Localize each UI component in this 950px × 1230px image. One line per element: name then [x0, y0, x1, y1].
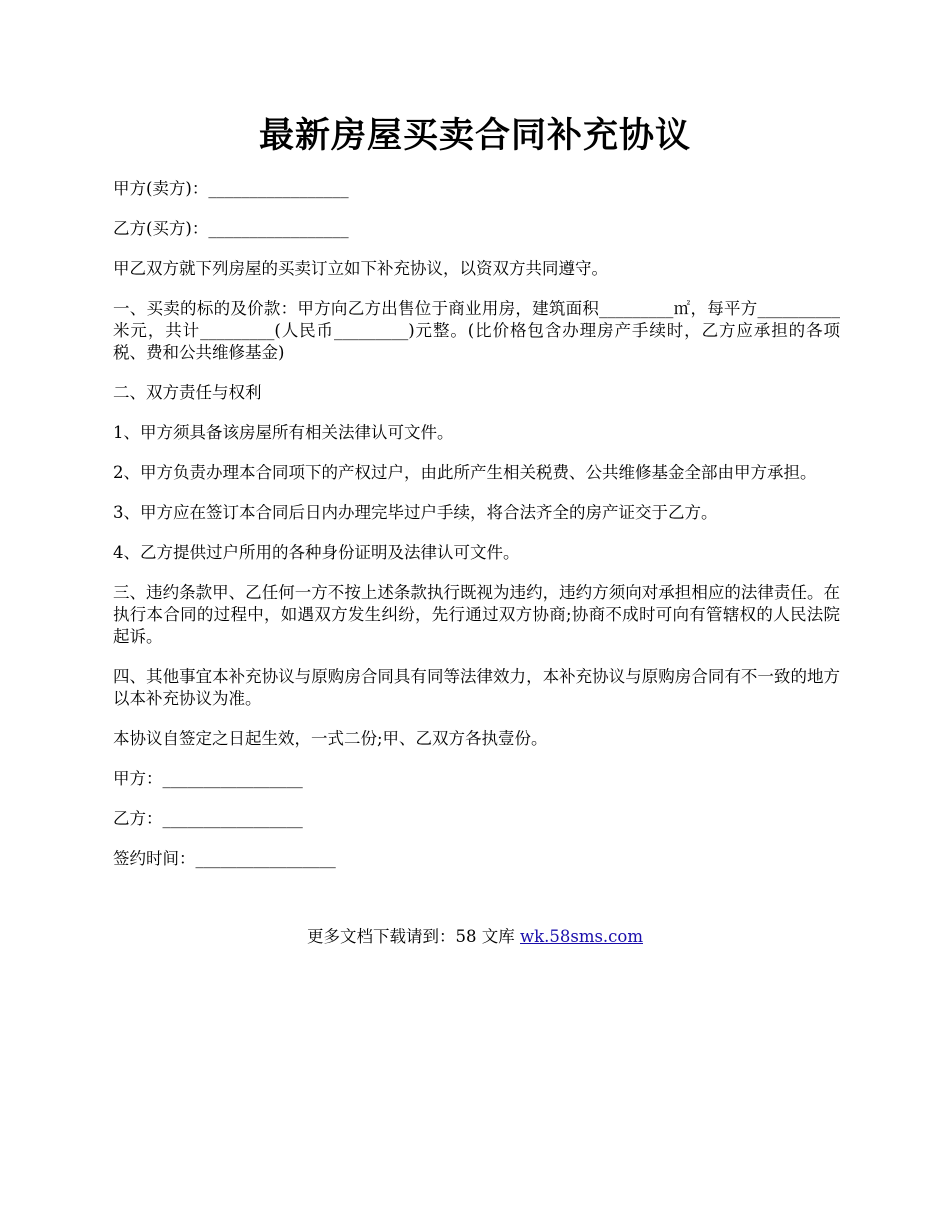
effective-statement: 本协议自签定之日起生效，一式二份;甲、乙双方各执壹份。 [113, 729, 548, 748]
document-title: 最新房屋买卖合同补充协议 [258, 115, 691, 156]
buyer-party-line: 乙方(买方)：_________________ [113, 219, 349, 238]
clause-one-price: 一、买卖的标的及价款：甲方向乙方出售位于商业用房，建筑面积_________㎡，每平方__________米元，共计_________(人民币_________)元整。(比价格包含办理房产手续时，乙方应承担的各项税、费和公共维修基金) [113, 299, 840, 362]
download-footer [0, 926, 950, 948]
signature-party-b: 乙方：_________________ [113, 809, 303, 828]
clause-two-item-2: 2、甲方负责办理本合同项下的产权过户，由此所产生相关税费、公共维修基金全部由甲方承担。 [113, 463, 817, 482]
clause-two-item-4: 4、乙方提供过户所用的各种身份证明及法律认可文件。 [113, 543, 520, 562]
intro-paragraph: 甲乙双方就下列房屋的买卖订立如下补充协议，以资双方共同遵守。 [113, 259, 608, 278]
document-body [113, 178, 840, 888]
clause-four-other: 四、其他事宜本补充协议与原购房合同具有同等法律效力，本补充协议与原购房合同有不一致的地方以本补充协议为准。 [113, 667, 840, 708]
footer-link[interactable]: wk.58sms.com [519, 927, 643, 946]
clause-three-breach: 三、违约条款甲、乙任何一方不按上述条款执行既视为违约，违约方须向对承担相应的法律责任。在执行本合同的过程中，如遇双方发生纠纷，先行通过双方协商;协商不成时可向有管辖权的人民法院起诉。 [113, 583, 840, 646]
clause-two-item-3: 3、甲方应在签订本合同后日内办理完毕过户手续，将合法齐全的房产证交于乙方。 [113, 503, 718, 522]
signature-party-a: 甲方：_________________ [113, 769, 303, 788]
clause-two-item-1: 1、甲方须具备该房屋所有相关法律认可文件。 [113, 423, 454, 442]
footer-text: 更多文档下载请到：58 文库 [306, 927, 520, 946]
seller-party-line: 甲方(卖方)：_________________ [113, 179, 349, 198]
signature-date: 签约时间：_________________ [113, 849, 336, 868]
clause-two-heading: 二、双方责任与权利 [113, 383, 262, 402]
